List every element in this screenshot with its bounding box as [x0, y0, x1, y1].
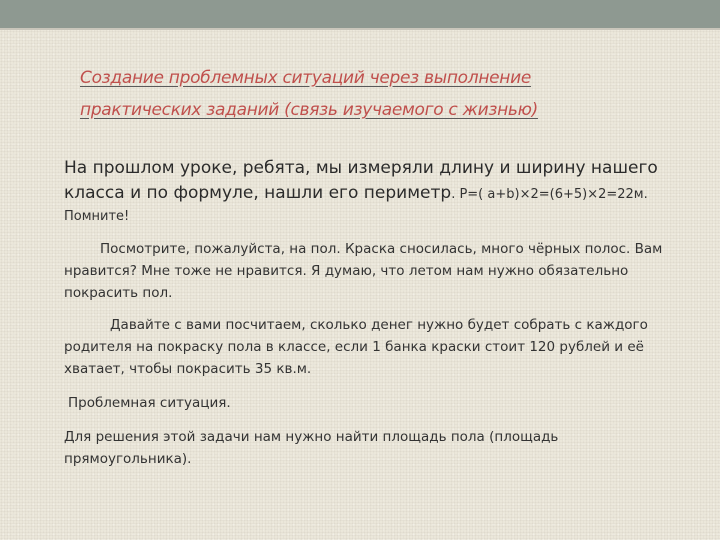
slide-content: [64, 62, 684, 470]
top-band-divider: [0, 28, 720, 30]
slide-title: Создание проблемных ситуаций через выполнение практических заданий (связь изучаемого с жизнью): [80, 68, 538, 120]
paragraph-floor: Посмотрите, пожалуйста, на пол. Краска сносилась, много чёрных полос. Вам нравится? Мне тоже не нравится. Я думаю, что летом нам нужно обязательно покрасить пол.: [64, 241, 663, 301]
paragraph-solution: Для решения этой задачи нам нужно найти площадь пола (площадь прямоугольника).: [64, 429, 559, 467]
top-band: [0, 0, 720, 28]
paragraph-problem-situation: Проблемная ситуация.: [68, 395, 231, 411]
paragraph-calculation: Давайте с вами посчитаем, сколько денег нужно будет собрать с каждого родителя на покраску пола в классе, если 1 банка краски стоит 120 рублей и её хватает, чтобы покрасить 35 кв.м.: [64, 317, 648, 377]
intro-bold-text: На прошлом уроке, ребята, мы измеряли длину и ширину нашего класса и по формуле, нашли его периметр: [64, 158, 658, 203]
intro-formula-text: . Р=( а+b)×2=(6+5)×2=22м. Помните!: [64, 187, 648, 224]
intro-paragraph: [64, 156, 684, 228]
